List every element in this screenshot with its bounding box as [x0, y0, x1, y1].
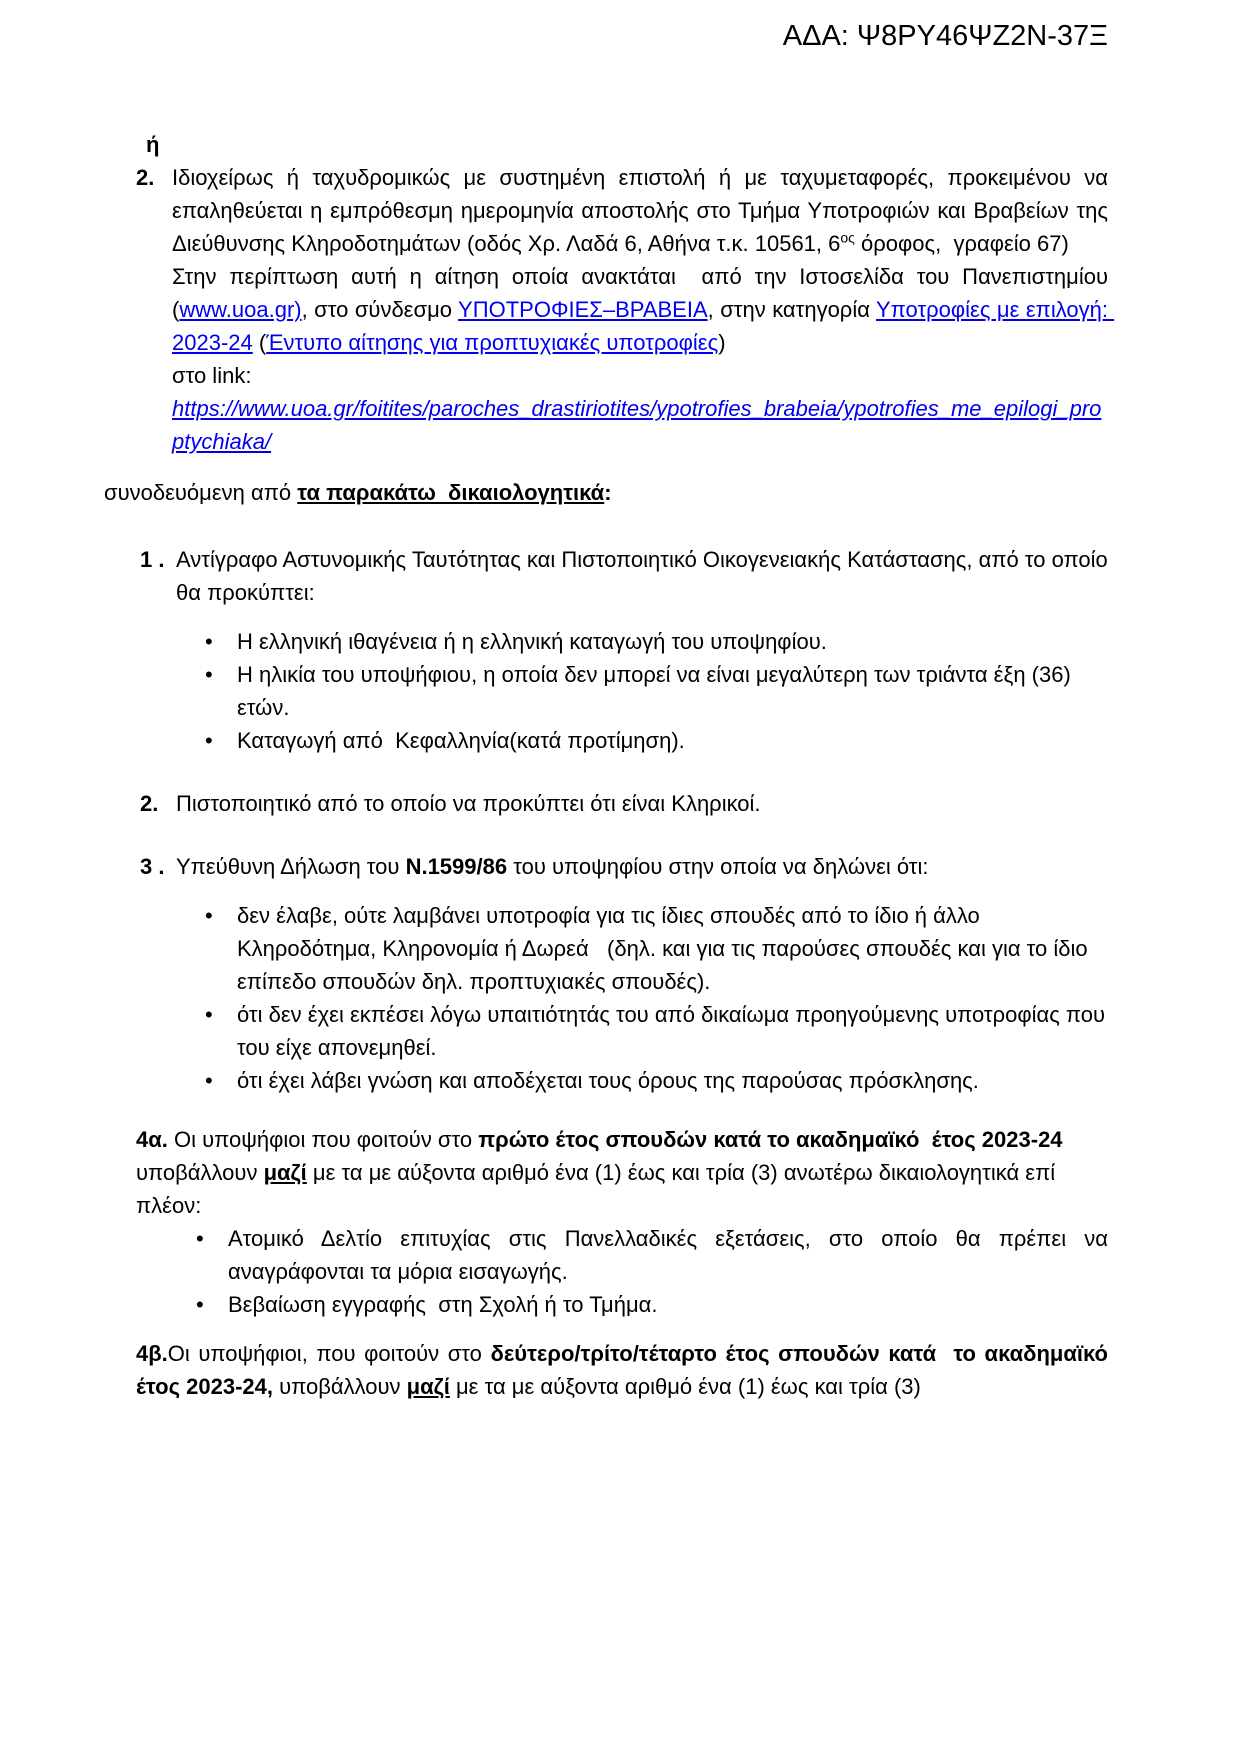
text-run: υποβάλλουν [136, 1127, 1069, 1185]
doc-item-text: Αντίγραφο Αστυνομικής Ταυτότητας και Πιστοποιητικό Οικογενειακής Κατάστασης, από το οποίο θα προκύπτει: [176, 547, 1114, 605]
text-run: Υπεύθυνη Δήλωση του [176, 854, 406, 879]
text-run: ) [718, 330, 726, 355]
upper-years-bold: δεύτερο/τρίτο/τέταρτο έτος σπουδών κατά το ακαδημαϊκό έτος 2023-24, [136, 1341, 1115, 1399]
text-run: ( [252, 330, 267, 355]
section-4a-paragraph [136, 1123, 1108, 1222]
ordinal-superscript: ος [840, 229, 855, 246]
text-run: , στο σύνδεσμο [301, 297, 459, 322]
text-run: : [604, 480, 612, 505]
delivery-item-2 [104, 161, 1115, 458]
doc-item-2 [104, 787, 1108, 820]
bullet-icon: • [205, 629, 213, 654]
ypotrofies-brabeia-link[interactable]: ΥΠΟΤΡΟΦΙΕΣ–ΒΡΑΒΕΙΑ [458, 297, 708, 322]
category-2023-24-link[interactable]: Υποτροφίες με επιλογή: 2023-24 [172, 297, 1115, 355]
application-url-link[interactable]: https://www.uoa.gr/foitites/paroches_drastiriotites/ypotrofies_brabeia/ypotrofies_me_epilogi_proptychiaka/ [172, 396, 1102, 454]
list-item [205, 625, 1108, 658]
first-year-bold: πρώτο έτος σπουδών κατά το ακαδημαϊκό έτος 2023-24 [478, 1127, 1063, 1152]
uoa-website-link[interactable]: www.uoa.gr) [179, 297, 302, 322]
section-number: 4α. [136, 1127, 168, 1152]
text-run: Οι υποψήφιοι, που φοιτούν στο [167, 1341, 491, 1366]
bullet-text: ότι δεν έχει εκπέσει λόγω υπαιτιότητάς του από δικαίωμα προηγούμενης υποτροφίας που του είχε απονεμηθεί. [237, 1002, 1112, 1060]
bullet-text: Ατομικό Δελτίο επιτυχίας στις Πανελλαδικές εξετάσεις, στο οποίο θα πρέπει να αναγράφονται τα μόρια εισαγωγής. [228, 1226, 1115, 1284]
website-retrieve-paragraph [172, 260, 1115, 359]
required-docs-emphasis: τα παρακάτω δικαιολογητικά [297, 480, 605, 505]
delivery-method-paragraph [172, 161, 1115, 260]
mazi-emphasis: μαζί [406, 1374, 450, 1399]
bullet-text: ότι έχει λάβει γνώση και αποδέχεται τους όρους της παρούσας πρόσκλησης. [237, 1068, 979, 1093]
text-run: , στην κατηγορία [707, 297, 876, 322]
bullet-text: δεν έλαβε, ούτε λαμβάνει υποτροφία για τις ίδιες σπουδές από το ίδιο ή άλλο Κληροδότημα, Κληρονομία ή Δωρεά (δηλ. και για τις παρούσες σπουδές και για το ίδιο επίπεδο σπουδών δηλ. προπτυχιακές σπουδές). [237, 903, 1094, 994]
bullet-text: Η ηλικία του υποψήφιου, η οποία δεν μπορεί να είναι μεγαλύτερη των τριάντα έξη (36) ετών. [237, 662, 1077, 720]
doc-item-3-bullets [205, 899, 1112, 1097]
or-separator: ή [146, 132, 160, 157]
application-form-link[interactable]: Έντυπο αίτησης για προπτυχιακές υποτροφίες [266, 330, 719, 355]
doc-item-text [176, 850, 1108, 883]
list-item [205, 658, 1108, 724]
bullet-text: Καταγωγή από Κεφαλληνία(κατά προτίμηση). [237, 728, 685, 753]
section-4b-paragraph [136, 1337, 1115, 1403]
text-run: Οι υποψήφιοι που φοιτούν στο [167, 1127, 479, 1152]
text-run: Στην περίπτωση αυτή η αίτηση οποία ανακτάται από την Ιστοσελίδα του Πανεπιστημίου ( [172, 264, 1115, 322]
doc-item-1 [104, 543, 1114, 609]
text-run: όροφος, γραφείο 67) [854, 231, 1069, 256]
doc-item-text: Πιστοποιητικό από το οποίο να προκύπτει ότι είναι Κληρικοί. [176, 791, 761, 816]
delivery-item-body [172, 161, 1115, 458]
list-item [205, 998, 1112, 1064]
bullet-icon: • [205, 662, 213, 687]
mazi-emphasis: μαζί [263, 1160, 307, 1185]
bullet-icon: • [196, 1226, 204, 1251]
delivery-item-number: 2. [136, 165, 155, 190]
section-4a-bullets [196, 1222, 1115, 1321]
doc-item-number: 3 . [140, 854, 165, 879]
link-label: στο link: [172, 363, 252, 388]
accompany-line [104, 476, 1108, 509]
text-run: με τα με αύξοντα αριθμό ένα (1) έως και τρία (3) [449, 1374, 921, 1399]
text-run: με τα με αύξοντα αριθμό ένα (1) έως και τρία (3) ανωτέρω δικαιολογητικά επί πλέον: [136, 1160, 1068, 1218]
section-number: 4β. [136, 1341, 168, 1366]
text-run: του υποψηφίου στην οποία να δηλώνει ότι: [507, 854, 929, 879]
text-run: υποβάλλουν [272, 1374, 407, 1399]
list-item [205, 724, 1108, 757]
bullet-icon: • [205, 1002, 213, 1027]
list-item [205, 1064, 1108, 1097]
doc-item-1-bullets [205, 625, 1108, 757]
bullet-text: Η ελληνική ιθαγένεια ή η ελληνική καταγωγή του υποψηφίου. [237, 629, 827, 654]
doc-item-number: 1 . [140, 547, 165, 572]
bullet-icon: • [205, 903, 213, 928]
text-run: Ιδιοχείρως ή ταχυδρομικώς με συστημένη επιστολή ή με ταχυμεταφορές, προκειμένου να επαληθεύεται η εμπρόθεσμη ημερομηνία αποστολής στο Τμήμα Υποτροφιών και Βραβείων της Διεύθυνσης Κληροδοτημάτων (οδός Χρ. Λαδά 6, Αθήνα τ.κ. 10561, 6 [172, 165, 1115, 256]
bullet-text: Βεβαίωση εγγραφής στη Σχολή ή το Τμήμα. [228, 1292, 658, 1317]
bullet-icon: • [205, 1068, 213, 1093]
section-4a [136, 1123, 1115, 1321]
doc-item-3 [104, 850, 1108, 883]
list-item [205, 899, 1108, 998]
law-number-bold: Ν.1599/86 [405, 854, 508, 879]
text-run: συνοδευόμενη από [104, 480, 298, 505]
document-content [104, 128, 1115, 1403]
bullet-icon: • [196, 1292, 204, 1317]
bullet-icon: • [205, 728, 213, 753]
list-item [196, 1288, 1108, 1321]
ada-code: ΑΔΑ: Ψ8ΡΥ46ΨΖ2Ν-37Ξ [782, 20, 1108, 52]
doc-item-number: 2. [140, 791, 159, 816]
section-4b [136, 1337, 1115, 1403]
list-item [196, 1222, 1115, 1288]
